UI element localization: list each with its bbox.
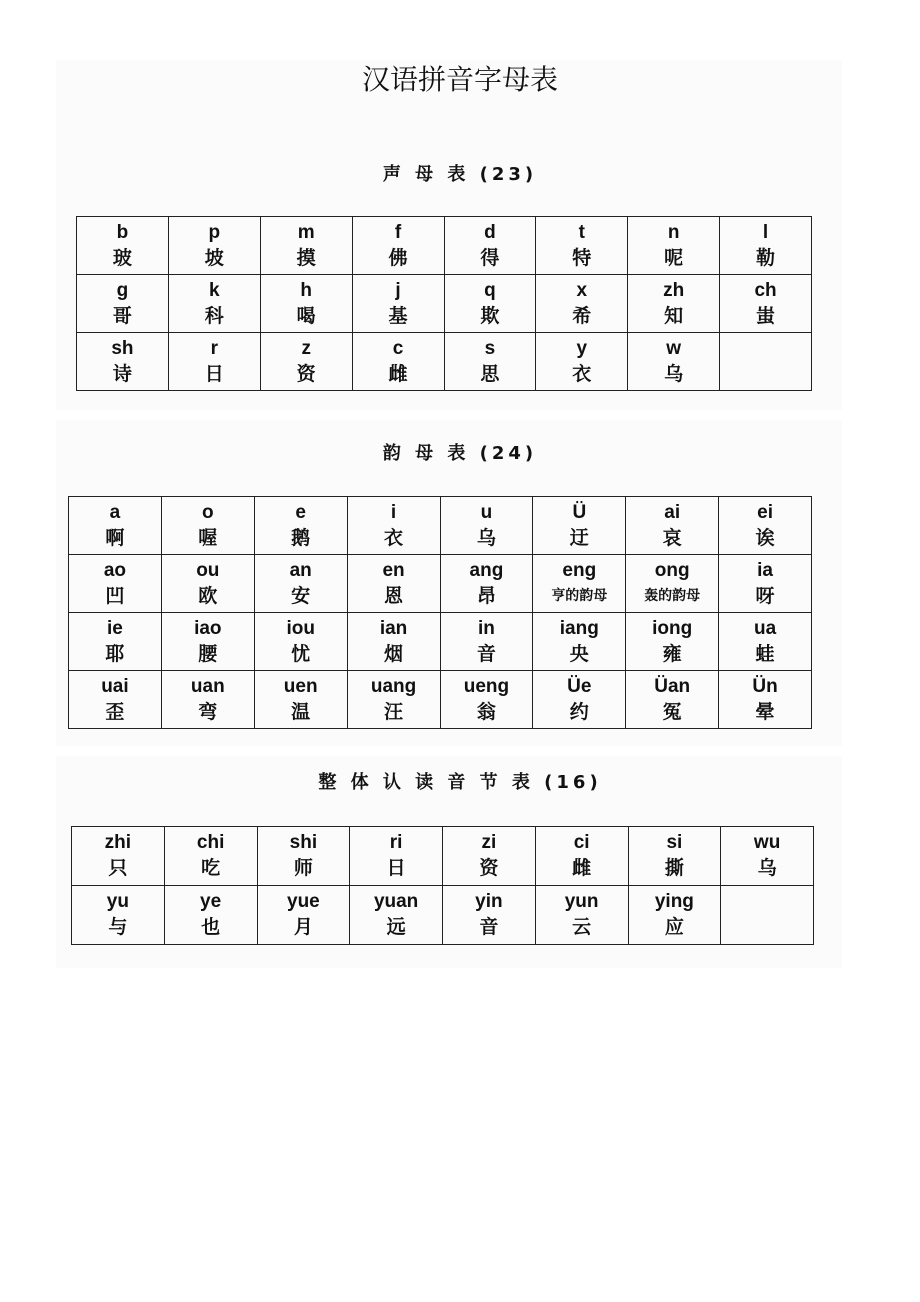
table-cell <box>69 555 162 613</box>
pinyin-label: in <box>477 617 495 639</box>
table-cell <box>536 333 628 391</box>
table-cell <box>69 613 162 671</box>
pinyin-label: h <box>300 279 312 301</box>
pinyin-label: eng <box>562 559 597 581</box>
table-cell <box>440 671 533 729</box>
example-character: 日 <box>386 857 406 879</box>
table-row <box>69 497 812 555</box>
example-character: 衣 <box>572 362 592 385</box>
table-cell <box>626 671 719 729</box>
yunmu-table <box>68 496 812 729</box>
example-character: 资 <box>479 857 499 879</box>
example-character: 欧 <box>198 584 218 607</box>
table-cell <box>72 827 165 886</box>
example-character: 雌 <box>388 362 408 385</box>
pinyin-label: ueng <box>463 675 510 697</box>
table-cell <box>350 886 443 945</box>
pinyin-label: ying <box>654 891 694 912</box>
table-cell <box>719 613 812 671</box>
example-character: 弯 <box>198 700 218 723</box>
zhengti-section-title: 整 体 认 读 音 节 表 (16) <box>318 772 602 793</box>
pinyin-label: f <box>394 221 402 243</box>
example-character: 基 <box>388 304 408 327</box>
table-row <box>72 827 814 886</box>
example-character: 日 <box>204 362 224 385</box>
example-character: 得 <box>480 246 500 269</box>
pinyin-label: t <box>578 221 585 243</box>
table-row <box>69 671 812 729</box>
table-cell <box>628 217 720 275</box>
pinyin-label: yuan <box>373 891 419 912</box>
table-cell <box>444 333 536 391</box>
pinyin-label: ch <box>754 279 777 301</box>
table-cell <box>168 275 260 333</box>
pinyin-label: u <box>480 501 493 523</box>
example-character: 喝 <box>296 304 316 327</box>
example-character: 诗 <box>112 362 132 385</box>
table-cell <box>260 275 352 333</box>
example-character: 烟 <box>384 642 404 665</box>
pinyin-label: Üan <box>654 675 691 697</box>
example-character: 音 <box>476 642 496 665</box>
pinyin-label: p <box>208 221 221 243</box>
example-character: 玻 <box>112 246 132 269</box>
table-cell <box>535 886 628 945</box>
table-cell <box>350 827 443 886</box>
table-cell <box>352 217 444 275</box>
example-character: 只 <box>108 857 128 879</box>
pinyin-label: iong <box>652 617 693 639</box>
table-cell <box>161 497 254 555</box>
pinyin-label: ua <box>753 617 777 639</box>
example-character: 迂 <box>569 526 589 549</box>
zhengti-table <box>71 826 814 945</box>
pinyin-label: x <box>576 279 588 301</box>
pinyin-label: ei <box>757 501 773 523</box>
table-row <box>77 275 812 333</box>
example-character: 乌 <box>757 857 777 879</box>
pinyin-label: ia <box>757 559 773 581</box>
table-cell <box>444 217 536 275</box>
table-cell <box>164 886 257 945</box>
page-title: 汉语拼音字母表 <box>361 63 558 96</box>
example-character: 哥 <box>112 304 132 327</box>
yunmu-section-title: 韵 母 表 (24) <box>382 443 538 464</box>
example-character: 月 <box>293 916 313 938</box>
example-character: 思 <box>480 362 500 385</box>
pinyin-label: uang <box>370 675 417 697</box>
table-cell <box>260 333 352 391</box>
table-cell <box>533 555 626 613</box>
pinyin-label: ci <box>573 832 590 853</box>
example-character: 特 <box>572 246 592 269</box>
example-character: 约 <box>569 700 589 723</box>
pinyin-label: o <box>202 501 214 523</box>
example-character: 诶 <box>755 526 775 549</box>
pinyin-label: sh <box>111 337 134 359</box>
pinyin-label: shi <box>289 832 318 853</box>
pinyin-label: b <box>116 221 129 243</box>
example-character: 应 <box>664 916 684 938</box>
pinyin-label: zhi <box>104 832 132 853</box>
pinyin-label: en <box>382 559 405 581</box>
table-row <box>72 886 814 945</box>
shengmu-table <box>76 216 812 391</box>
example-character: 音 <box>479 916 499 938</box>
example-character: 云 <box>572 916 592 938</box>
table-cell <box>533 613 626 671</box>
example-character: 衣 <box>384 526 404 549</box>
table-cell <box>719 555 812 613</box>
example-character: 翁 <box>476 700 496 723</box>
table-cell <box>257 886 350 945</box>
example-character: 希 <box>572 304 592 327</box>
table-cell <box>347 555 440 613</box>
table-row <box>77 217 812 275</box>
pinyin-label: zh <box>663 279 685 301</box>
table-cell <box>72 886 165 945</box>
table-cell <box>254 497 347 555</box>
example-character: 知 <box>664 304 684 327</box>
table-cell <box>721 827 814 886</box>
table-cell <box>161 671 254 729</box>
pinyin-label: yun <box>564 891 599 912</box>
example-character: 恩 <box>384 584 404 607</box>
table-cell <box>626 497 719 555</box>
table-cell <box>628 827 721 886</box>
pinyin-label: c <box>392 337 404 359</box>
example-character: 勒 <box>756 246 776 269</box>
example-character: 汪 <box>384 700 404 723</box>
pinyin-label: iou <box>286 617 315 639</box>
pinyin-label: n <box>667 221 680 243</box>
table-cell <box>77 333 169 391</box>
table-cell <box>720 217 812 275</box>
example-character: 忧 <box>291 642 311 665</box>
table-cell <box>168 333 260 391</box>
pinyin-label: ri <box>389 832 403 853</box>
pinyin-label: z <box>301 337 311 359</box>
table-cell <box>257 827 350 886</box>
example-character: 科 <box>204 304 224 327</box>
example-character: 呀 <box>755 584 775 607</box>
example-character: 蚩 <box>756 304 776 327</box>
pinyin-label: yin <box>475 891 503 912</box>
table-cell <box>440 555 533 613</box>
table-cell <box>536 217 628 275</box>
table-cell <box>535 827 628 886</box>
pinyin-label: yue <box>287 891 320 912</box>
example-character: 远 <box>386 916 406 938</box>
table-cell <box>69 497 162 555</box>
example-character: 坡 <box>204 246 224 269</box>
pinyin-label: ou <box>196 559 220 581</box>
pinyin-label: ong <box>654 559 690 581</box>
table-cell <box>347 497 440 555</box>
example-character: 摸 <box>296 246 316 269</box>
pinyin-label: w <box>666 337 682 359</box>
pinyin-label: an <box>289 559 312 581</box>
example-character: 乌 <box>664 362 684 385</box>
pinyin-label: r <box>210 337 219 359</box>
pinyin-label: ai <box>664 501 681 523</box>
table-cell <box>533 497 626 555</box>
table-cell <box>626 555 719 613</box>
table-cell <box>440 613 533 671</box>
table-cell <box>719 671 812 729</box>
pinyin-label: ian <box>379 617 408 639</box>
example-character: 师 <box>293 857 313 879</box>
table-cell <box>352 333 444 391</box>
pinyin-label: k <box>209 279 220 301</box>
table-cell <box>347 613 440 671</box>
pinyin-label: d <box>484 221 496 243</box>
example-character: 也 <box>201 916 221 938</box>
example-character: 与 <box>108 916 128 938</box>
example-character: 雍 <box>662 642 682 665</box>
pinyin-label: iao <box>194 617 222 639</box>
table-cell <box>533 671 626 729</box>
table-cell <box>720 333 812 391</box>
example-character: 乌 <box>476 526 496 549</box>
pinyin-label: wu <box>753 832 781 853</box>
pinyin-label: ie <box>107 617 123 639</box>
table-cell <box>440 497 533 555</box>
example-character: 冤 <box>662 700 682 723</box>
example-character: 撕 <box>664 857 684 879</box>
table-cell <box>69 671 162 729</box>
example-character: 鹅 <box>291 526 311 549</box>
example-character: 佛 <box>388 246 408 269</box>
table-cell <box>536 275 628 333</box>
table-cell <box>628 275 720 333</box>
table-cell <box>254 613 347 671</box>
table-cell <box>254 671 347 729</box>
pinyin-label: Ü <box>572 501 587 523</box>
example-character: 呢 <box>664 246 684 269</box>
example-character: 安 <box>291 584 311 607</box>
pinyin-label: m <box>297 221 315 243</box>
table-row <box>69 555 812 613</box>
pinyin-label: y <box>576 337 588 359</box>
pinyin-label: ang <box>469 559 504 581</box>
example-character: 凹 <box>105 584 125 607</box>
table-cell <box>443 827 536 886</box>
pinyin-label: a <box>109 501 121 523</box>
example-character: 央 <box>569 642 589 665</box>
example-character: 昂 <box>476 584 496 607</box>
table-cell <box>628 333 720 391</box>
pinyin-label: Ün <box>752 675 778 697</box>
example-character: 轰的韵母 <box>644 587 701 604</box>
pinyin-label: g <box>116 279 129 301</box>
pinyin-label: s <box>484 337 496 359</box>
table-cell <box>626 613 719 671</box>
table-row <box>77 333 812 391</box>
pinyin-label: l <box>762 221 769 243</box>
pinyin-label: uen <box>283 675 318 697</box>
table-row <box>69 613 812 671</box>
table-cell <box>168 217 260 275</box>
pinyin-label: ye <box>200 891 222 912</box>
example-character: 吃 <box>201 857 221 879</box>
table-cell <box>628 886 721 945</box>
table-cell <box>254 555 347 613</box>
example-character: 喔 <box>198 526 218 549</box>
example-character: 腰 <box>198 642 218 665</box>
pinyin-label: iang <box>559 617 599 639</box>
example-character: 蛙 <box>755 642 775 665</box>
example-character: 哀 <box>662 526 682 549</box>
pinyin-label: zi <box>481 832 497 853</box>
table-cell <box>721 886 814 945</box>
example-character: 温 <box>291 700 311 723</box>
pinyin-label: uan <box>190 675 225 697</box>
table-cell <box>164 827 257 886</box>
example-character: 欺 <box>480 304 500 327</box>
table-cell <box>161 613 254 671</box>
pinyin-label: j <box>395 279 401 301</box>
table-cell <box>352 275 444 333</box>
example-character: 耶 <box>105 642 125 665</box>
table-cell <box>347 671 440 729</box>
pinyin-label: i <box>390 501 397 523</box>
example-character: 歪 <box>105 700 125 723</box>
pinyin-label: ao <box>103 559 127 581</box>
table-cell <box>720 275 812 333</box>
pinyin-label: Üe <box>567 675 592 697</box>
pinyin-label: chi <box>196 832 225 853</box>
pinyin-label: e <box>295 501 306 523</box>
example-character: 资 <box>296 362 316 385</box>
table-cell <box>260 217 352 275</box>
table-cell <box>719 497 812 555</box>
pinyin-label: si <box>666 832 683 853</box>
pinyin-label: yu <box>106 891 129 912</box>
example-character: 晕 <box>755 700 775 723</box>
example-character: 雌 <box>572 857 592 879</box>
example-character: 亨的韵母 <box>551 587 608 604</box>
shengmu-section-title: 声 母 表 (23) <box>382 164 538 185</box>
pinyin-label: q <box>484 279 496 301</box>
table-cell <box>77 217 169 275</box>
table-cell <box>443 886 536 945</box>
table-cell <box>77 275 169 333</box>
table-cell <box>161 555 254 613</box>
table-cell <box>444 275 536 333</box>
pinyin-label: uai <box>101 675 129 697</box>
example-character: 啊 <box>105 526 125 549</box>
